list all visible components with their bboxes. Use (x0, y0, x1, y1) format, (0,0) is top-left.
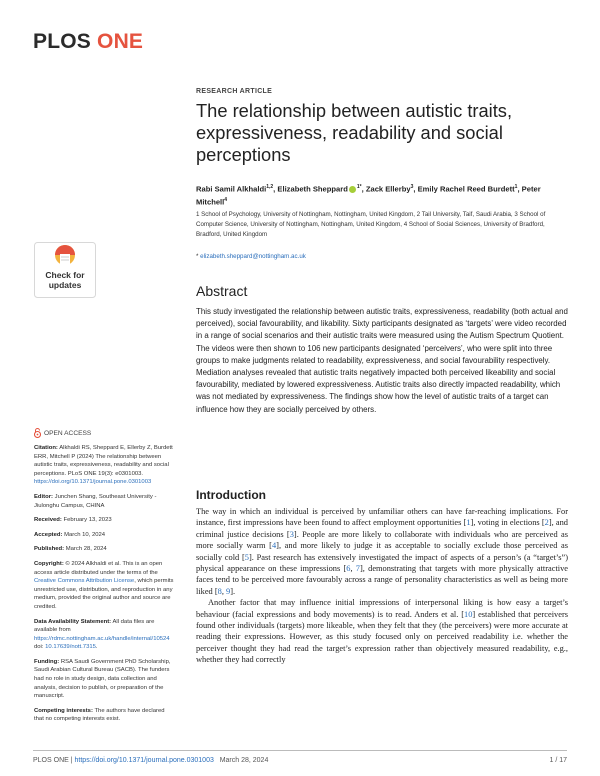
article-title: The relationship between autistic traits, expressiveness, readability and social perceptions (196, 100, 513, 165)
footer-doi-link[interactable]: https://doi.org/10.1371/journal.pone.0301003 (74, 757, 214, 764)
paragraph-text: Another factor that may influence initial impressions of interpersonal liking is how easy a target’s behaviour (facial expressions and body movements) is to read. Anders et al. [ (196, 598, 568, 619)
reference-link[interactable]: 3 (289, 529, 294, 539)
abstract-text: This study investigated the relationship between autistic traits, expressiveness, readability (both actual and perceived), social favourability, and likability. Sixty participants designated as ‘targets’ were video recorded in a range of social scenarios and their autistic traits were measured using the Autism Spectrum Quotient. The videos were then shown to 106 new participants designated ‘perceivers’, who were split into three groups to make judgments related to readability, expressiveness, and social favourability respectively. Mediation analyses revealed that autistic traits negatively impacted both perceived likeability and social favourability, mediated by lowered expressiveness. Autistic traits also directly impacted readability, which was not mediated by expressiveness. The findings show how the level of autistic traits of a target can influence how they are socially perceived by others. (196, 307, 568, 414)
corresponding-email: * elizabeth.sheppard@nottingham.ac.uk (196, 253, 306, 260)
copyright-block: Copyright: © 2024 Alkhaldi et al. This is an open access article distributed under the terms of the Creative Commons Attribution License, which permits unrestricted use, distribution, and reproduction in any medium, provided the original author and source are credited. (34, 560, 174, 610)
paragraph-text: The way in which an individual is perceived by unfamiliar others can have far-reaching implications. For instance, first impressions have been found to affect employment opportunities [ (196, 507, 568, 528)
paragraph-text: ], and more likely to judge it as acceptable to socially exclude those perceived as socially cold [ (196, 541, 568, 562)
reference-link[interactable]: 9 (226, 586, 231, 596)
paragraph-text: ], and criminal justice decisions [ (196, 518, 568, 539)
reference-link[interactable]: 6 (346, 564, 351, 574)
reference-link[interactable]: 4 (271, 541, 277, 551)
paragraph-text: ]. Past research has extensively investigated the impact of aspects of a person’s (a “target’s”) physical appearance on these impressions [ (196, 552, 568, 574)
check-for-updates-icon (34, 242, 96, 298)
page-footer: PLOS ONE | https://doi.org/10.1371/journal.pone.0301003 March 28, 2024 (33, 757, 269, 764)
license-link[interactable]: Creative Commons Attribution License (34, 578, 135, 585)
reference-link[interactable]: 8 (217, 586, 222, 596)
introduction-paragraph-1 (196, 506, 568, 597)
author-name[interactable]: Peter Mitchell (196, 184, 541, 207)
citation-block: Citation: Alkhaldi RS, Sheppard E, Ellerby Z, Burdett ERR, Mitchell P (2024) The relationship between autistic traits, expressiveness, readability and social perceptions. PLoS ONE 19(3): e0301003. https://doi.org/10.1371/journal.pone.0301003 (34, 445, 173, 486)
open-access-label: OPEN ACCESS (34, 428, 91, 438)
article-type: RESEARCH ARTICLE (196, 88, 273, 95)
reference-link[interactable]: 7 (355, 564, 360, 574)
page-number: 1 / 17 (549, 757, 567, 764)
abstract-heading: Abstract (196, 283, 248, 299)
check-for-updates-badge[interactable] (34, 242, 96, 298)
footer-divider (33, 750, 567, 751)
author-name[interactable]: Elizabeth Sheppard (277, 184, 348, 194)
author-name[interactable]: Emily Rachel Reed Burdett (417, 184, 515, 194)
editor-block: Editor: Junchen Shang, Southeast University - Jiulonghu Campus, CHINA (34, 493, 157, 509)
paragraph-text: ], demonstrating that targets with more physically attractive faces tend to be perceived more favourably across a range of personality characteristics as well as being more liked [ (196, 564, 569, 596)
citation-doi-link[interactable]: https://doi.org/10.1371/journal.pone.0301003 (34, 479, 152, 486)
badge-line2: updates (48, 280, 82, 290)
paragraph-text: ]. People are more likely to collaborate with individuals who are perceived as more socially warm [ (196, 529, 568, 551)
introduction-heading: Introduction (196, 488, 266, 502)
published-block: Published: March 28, 2024 (34, 546, 107, 553)
data-repository-link[interactable]: https://rdmc.nottingham.ac.uk/handle/internal/10524 (34, 635, 170, 642)
accepted-block: Accepted: March 10, 2024 (34, 531, 106, 538)
paragraph-text: ] established that perceivers found other individuals (targets) more likeable, when they felt that they (the perceivers) were more accurate at reading their expressions. However, as this study focused only on perceived readability i.e. whether the perceiver thought they had read the target’s expression rather than objectively measured readability, e.g., whether they had correctly (196, 609, 569, 665)
journal-logo: PLOS ONE (33, 30, 144, 53)
competing-interests-block: Competing interests: The authors have declared that no competing interests exist. (34, 707, 165, 723)
introduction-paragraph-2 (196, 597, 568, 665)
paragraph-text: , (350, 564, 356, 574)
paragraph-text: ], voting in elections [ (470, 518, 545, 528)
reference-link[interactable]: 1 (466, 518, 471, 528)
funding-block: Funding: RSA Saudi Government PhD Scholarship, Saudi Arabian Cultural Bureau (SACB). The funders had no role in study design, data collection and analysis, decision to publish, or preparation of the manuscript. (34, 658, 171, 700)
affiliations: 1 School of Psychology, University of Nottingham, Nottingham, United Kingdom, 2 Tail University, Taif, Saudi Arabia, 3 School of Computer Science, University of Nottingham, Nottingham, United Kingdom, 4 School of Social Sciences, University of Bradford, Bradford, United Kingdom (196, 211, 546, 238)
introduction-body (196, 506, 568, 666)
article-info-sidebar (34, 444, 174, 730)
open-lock-icon (34, 428, 41, 438)
paragraph-text: ]. (230, 586, 236, 596)
data-availability-block: Data Availability Statement: All data files are available from https://rdmc.nottingham.ac.uk/handle/internal/10524 doi: 10.17639/nott.7315. (34, 618, 170, 651)
received-block: Received: February 13, 2023 (34, 517, 112, 524)
paragraph-text: , (221, 586, 227, 596)
author-list: Rabi Samil Alkhaldi$^{1,2}$, Elizabeth Sheppard $^{1*}$, Zack Ellerby$^3$, Emily Rachel Reed Burdett$^1$, Peter Mitchell$^4$ (196, 184, 541, 207)
email-link[interactable]: elizabeth.sheppard@nottingham.ac.uk (200, 253, 306, 260)
reference-link[interactable]: 5 (244, 552, 249, 562)
author-name[interactable]: Rabi Samil Alkhaldi (196, 184, 267, 194)
orcid-icon[interactable] (349, 186, 356, 193)
reference-link[interactable]: 2 (544, 518, 549, 528)
reference-link[interactable]: 10 (464, 609, 473, 619)
badge-line1: Check for (45, 270, 85, 280)
author-name[interactable]: Zack Ellerby (365, 184, 411, 194)
data-doi-link[interactable]: 10.17639/nott.7315 (45, 644, 96, 651)
